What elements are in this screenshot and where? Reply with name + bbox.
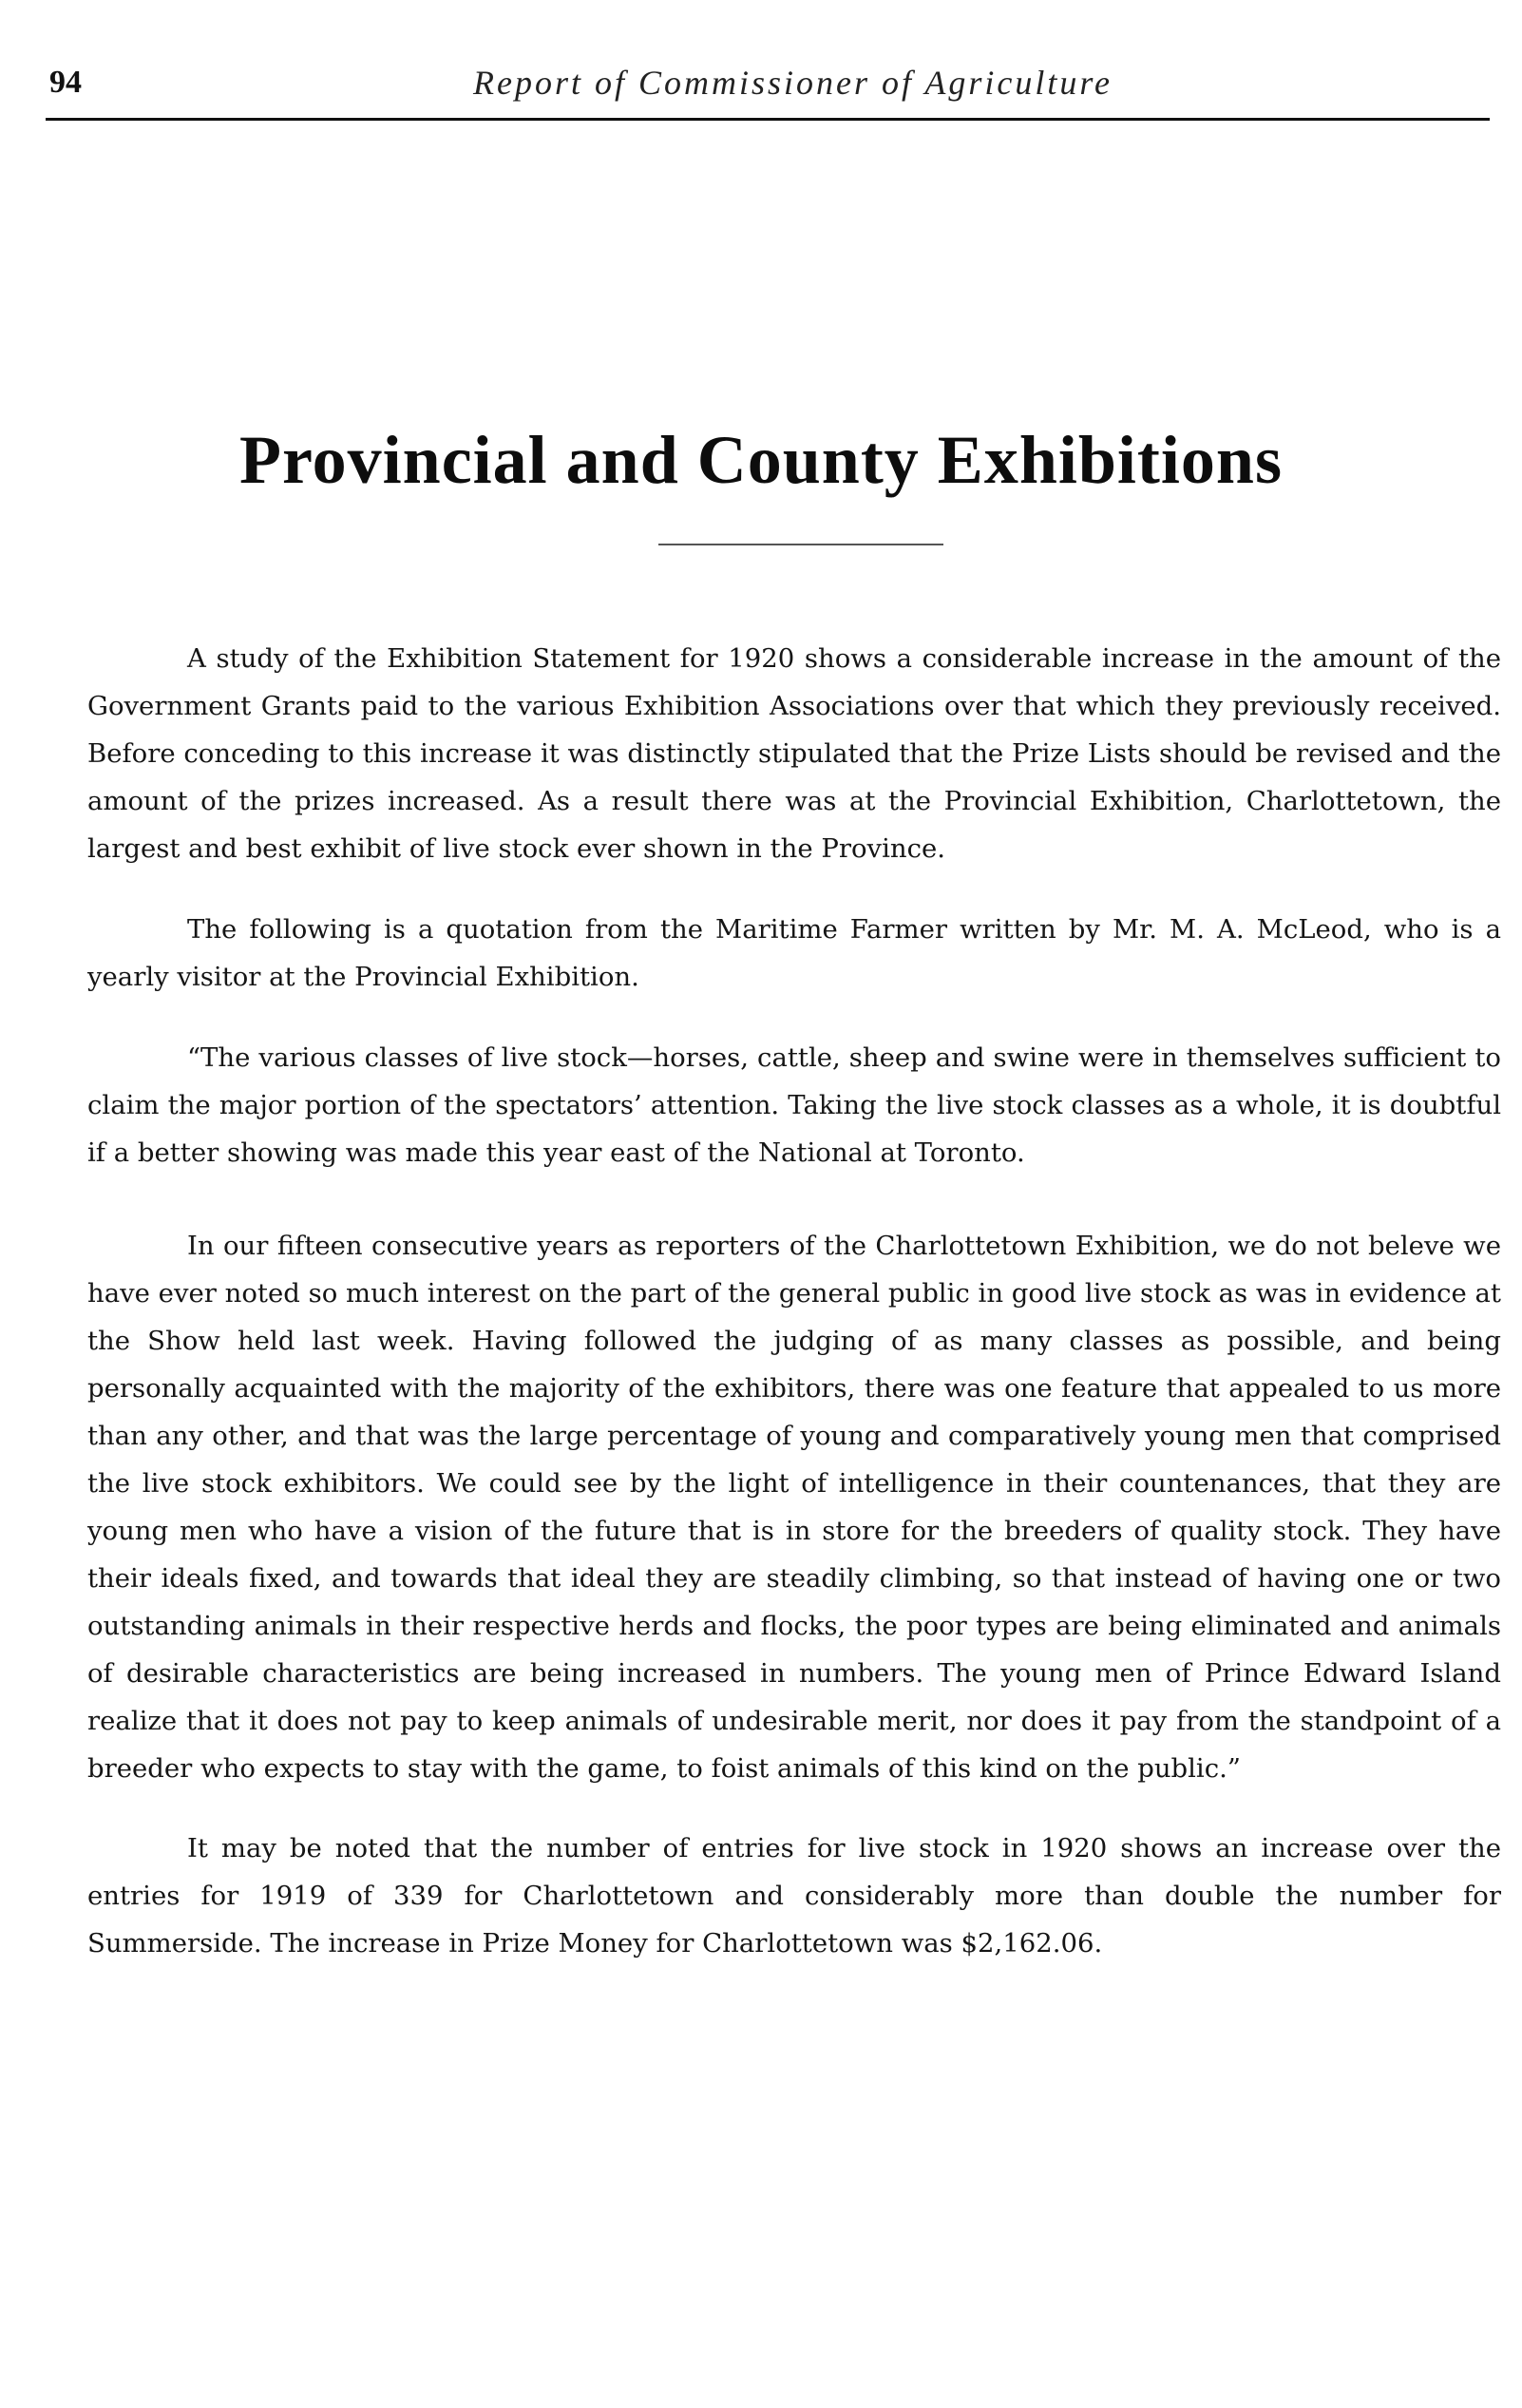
running-header [46,59,1490,121]
paragraph-quotation-intro: The following is a quotation from the Maritime Farmer written by Mr. M. A. McLeod, who is a yearly visitor at the Provincial Exhibition. [87,914,1501,992]
paragraph-entries-increase: It may be noted that the number of entries for live stock in 1920 shows an increase over the entries for 1919 of 339 for Charlottetown and considerably more than double the number for Summerside. The increase in Prize Money for Charlottetown was $2,162.06. [87,1833,1501,1959]
title-divider [658,544,943,545]
page-title: Provincial and County Exhibitions [239,422,1283,499]
paragraph-exhibition-statement: A study of the Exhibition Statement for 1920 shows a considerable increase in the amount of the Government Grants paid to the various Exhibition Associations over that which they previously received. Before conceding to this increase it was distinctly stipulated that the Prize Lists should be revised and the amount of the prizes increased. As a result there was at the Provincial Exhibition, Charlottetown, the largest and best exhibit of live stock ever shown in the Province. [87,643,1501,864]
paragraph-quote-fifteen-years: In our fifteen consecutive years as reporters of the Charlottetown Exhibition, we do not beleve we have ever noted so much interest on the part of the general public in good live stock as was in evidence at the Show held last week. Having followed the judging of as many classes as possible, and being personally acquainted with the majority of the exhibitors, there was one feature that appealed to us more than any other, and that was the large percentage of young and comparatively young men that comprised the live stock exhibitors. We could see by the light of intelligence in their countenances, that they are young men who have a vision of the future that is in store for the breeders of quality stock. They have their ideals fixed, and towards that ideal they are steadily climbing, so that instead of having one or two outstanding animals in their respective herds and flocks, the poor types are being eliminated and animals of desirable characteristics are being increased in numbers. The young men of Prince Edward Island realize that it does not pay to keep animals of undesirable merit, nor does it pay from the standpoint of a breeder who expects to stay with the game, to foist animals of this kind on the public.” [87,1231,1501,1784]
paragraph-quote-live-stock-classes: “The various classes of live stock—horses, cattle, sheep and swine were in themselves sufficient to claim the major portion of the spectators’ attention. Taking the live stock classes as a whole, it is doubtful if a better showing was made this year east of the National at Toronto. [87,1042,1501,1168]
running-title: Report of Commissioner of Agriculture [473,64,1113,102]
page-number: 94 [49,65,82,100]
body-text [87,635,1501,1967]
